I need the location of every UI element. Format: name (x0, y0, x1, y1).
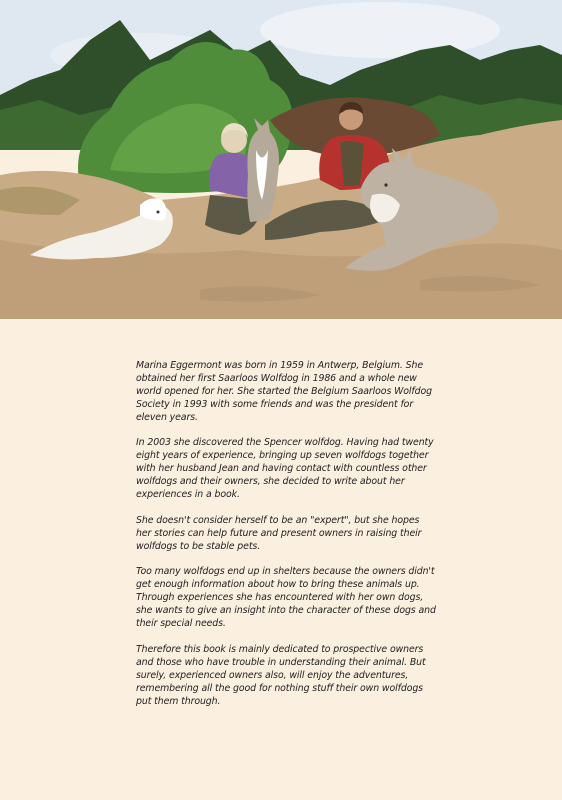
bio-paragraph-4: Too many wolfdogs end up in shelters because the owners didn't get enough information about how to bring these animals up. Through experiences she has encountered with her own dogs, she wants to give an insight into the character of these dogs and their special needs. (136, 566, 436, 630)
bio-paragraph-1: Marina Eggermont was born in 1959 in Antwerp, Belgium. She obtained her first Saarloos Wolfdog in 1986 and a whole new world opened for her. She started the Belgium Saarloos Wolfdog Society in 1993 with some friends and was the president for eleven years. (136, 360, 432, 423)
bio-paragraph-3: She doesn't consider herself to be an "expert", but she hopes her stories can help future and present owners in raising their wolfdogs to be stable pets. (136, 514, 422, 552)
bio-paragraph-2: In 2003 she discovered the Spencer wolfdog. Having had twenty eight years of experience, bringing up seven wolfdogs together with her husband Jean and having contact with countless other wolfdogs and their owners, she decided to write about her experiences in a book. (136, 437, 434, 501)
cover-photo (0, 0, 562, 319)
bio-paragraph-5: Therefore this book is mainly dedicated to prospective owners and those who have trouble in understanding their animal. But surely, experienced owners also, will enjoy the adventures, remembering all the good for nothing stuff their own wolfdogs put them through. (136, 643, 426, 707)
author-bio (136, 360, 436, 721)
